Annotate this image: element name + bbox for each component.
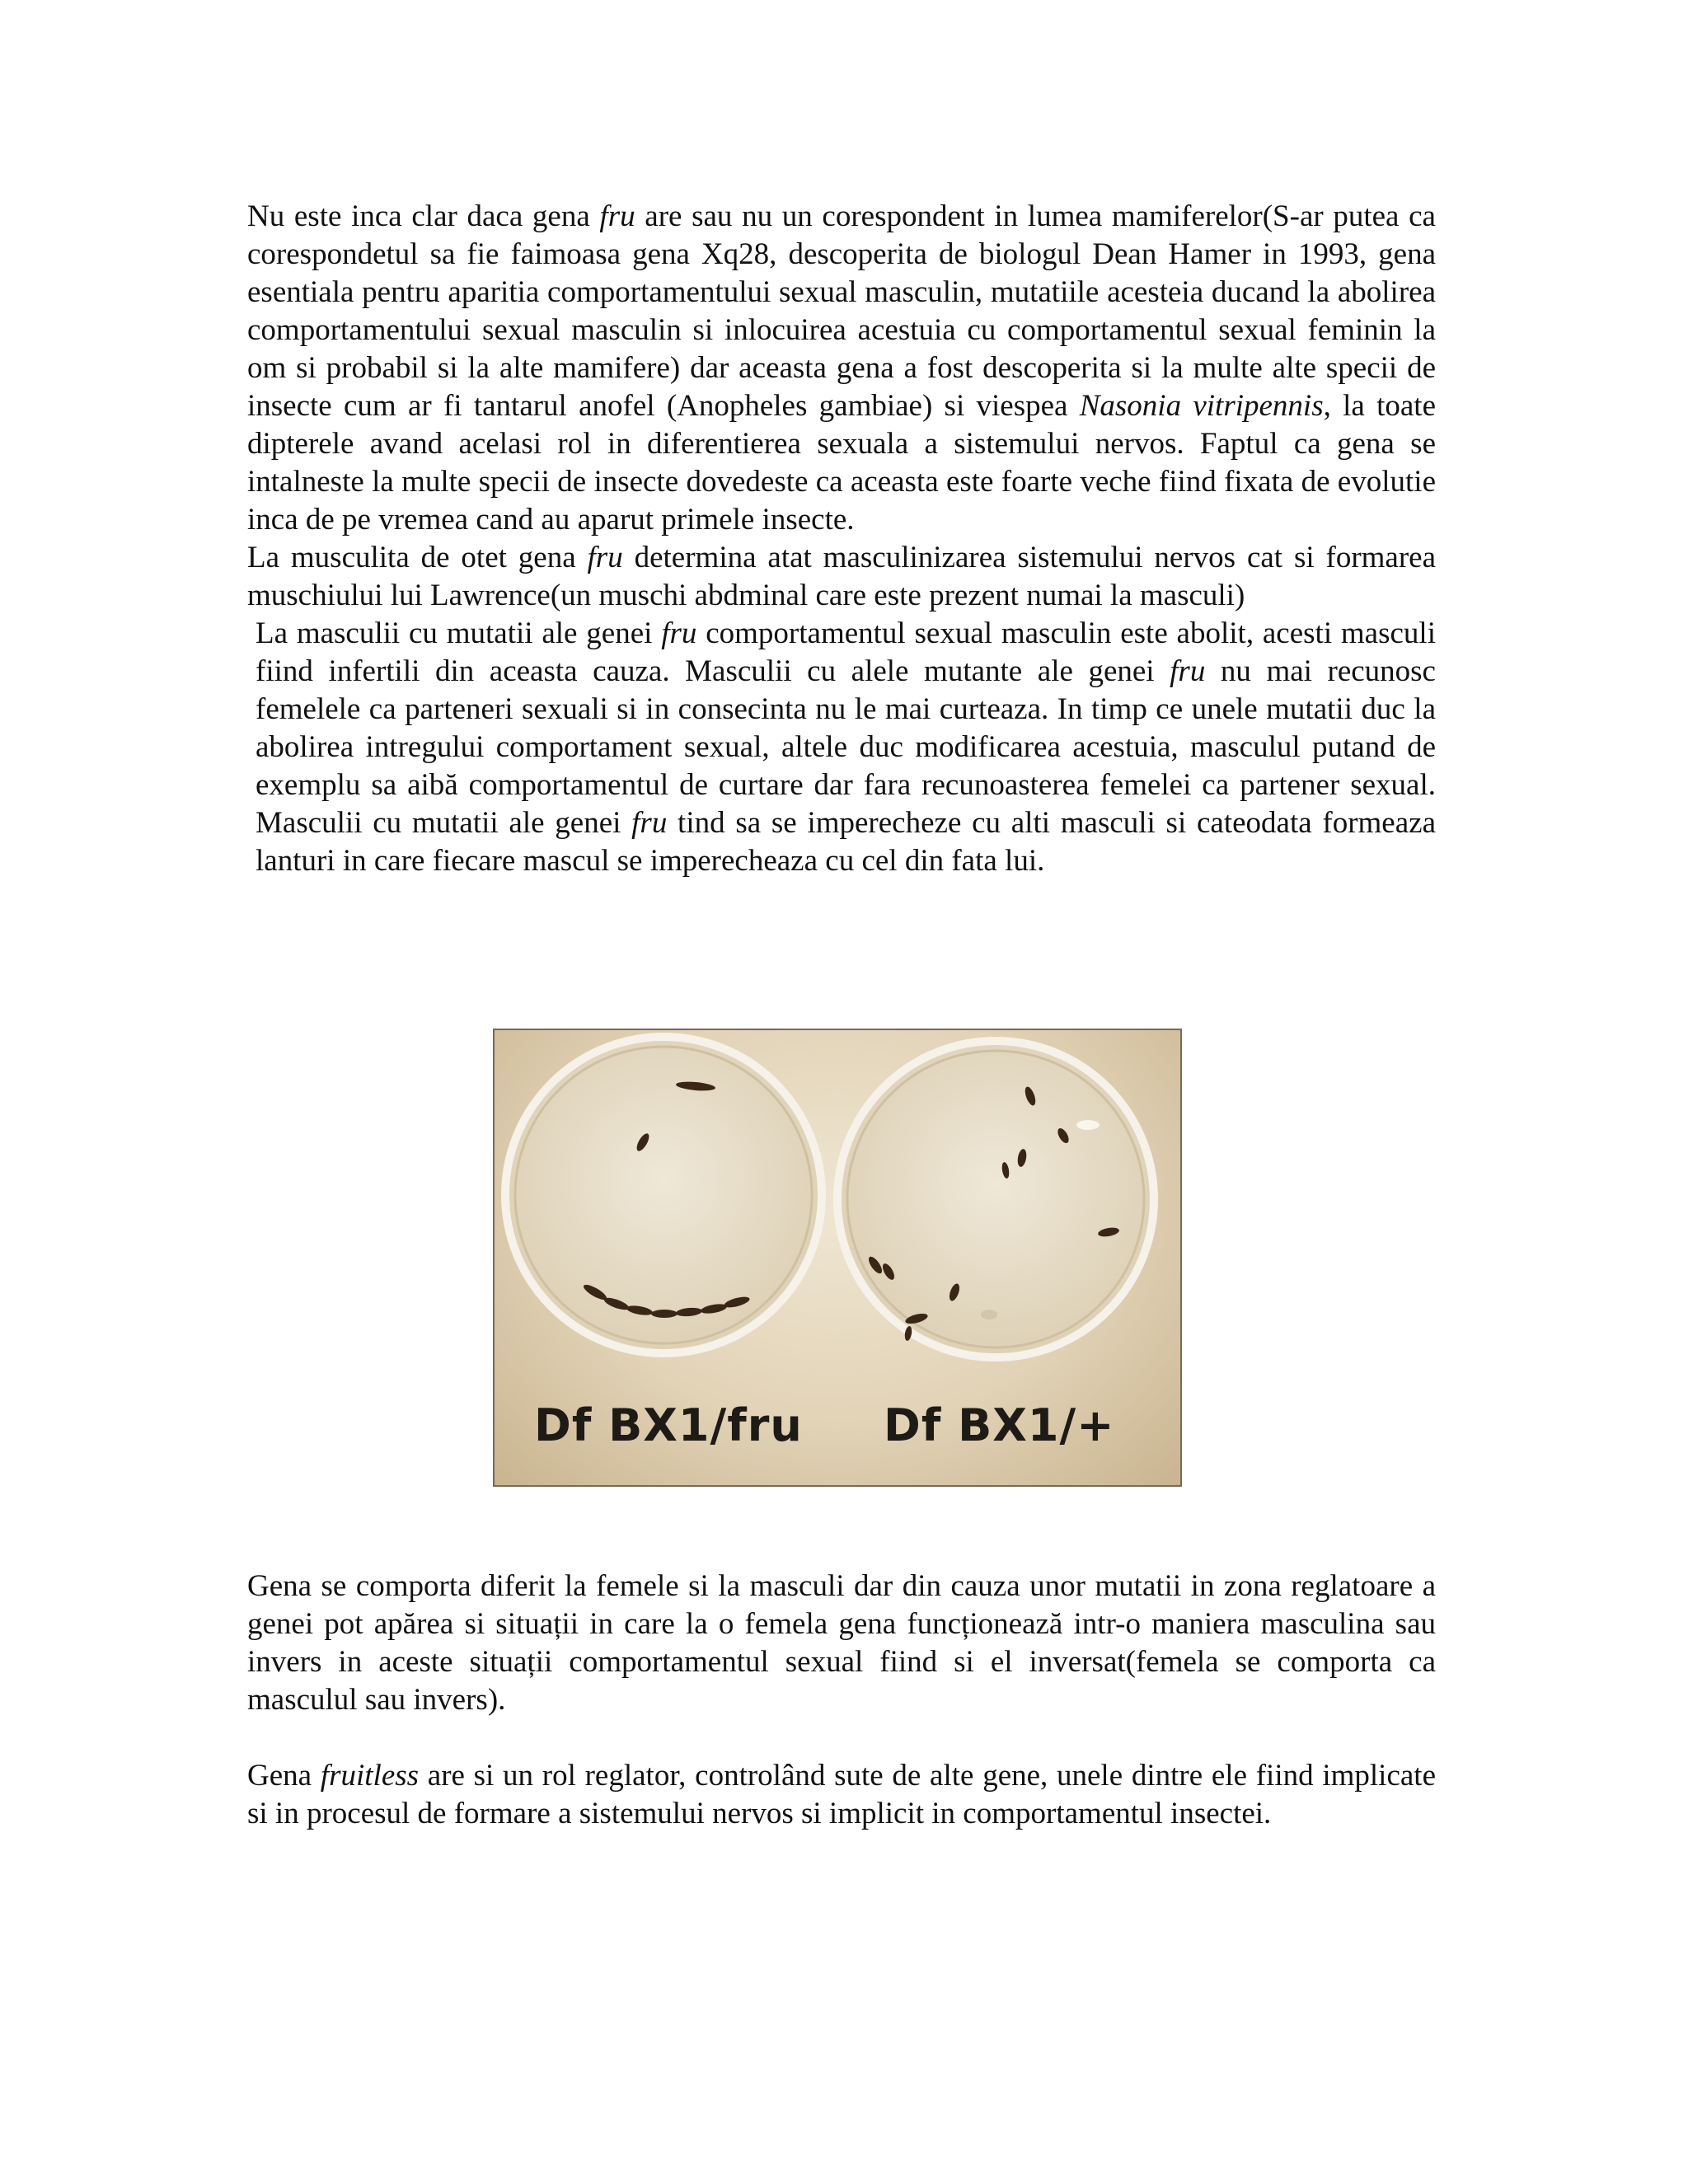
fly	[651, 1310, 678, 1318]
text-section-bottom-1	[247, 1568, 1436, 1719]
figure-petri-dishes	[493, 1029, 1182, 1487]
text-run: comportamentul sexual masculin este abolit, acesti masculi fiind infertili din aceasta cauza. Masculii cu alele mutante ale genei	[256, 616, 1436, 688]
text-run: determina atat masculinizarea sistemului nervos cat si formarea muschiului lui Lawrence(un muschi abdminal care este prezent numai la masculi)	[247, 541, 1437, 612]
text-run: Nu este inca clar daca gena	[247, 199, 600, 233]
paragraph	[247, 539, 1436, 615]
petri-dish-left	[505, 1037, 822, 1353]
paragraph	[247, 1568, 1436, 1719]
text-run: nu mai recunosc femelele ca parteneri sexuali si in consecinta nu le mai curteaza. In timp ce unele mutatii duc la abolirea intregului comportament sexual, altele duc modificarea acestuia, masculul putand de exemplu sa aibă comportamentul de curtare dar fara recunoasterea femelei ca partener sexual. Masculii cu mutatii ale genei	[256, 654, 1436, 840]
text-run: La masculii cu mutatii ale genei	[256, 616, 662, 650]
paragraph	[247, 615, 1436, 880]
figure-label-left: Df BX1/fru	[534, 1399, 803, 1451]
text-run: La musculita de otet gena	[247, 541, 588, 574]
italic-text: fru	[599, 199, 635, 233]
italic-text: fru	[1170, 654, 1206, 688]
paragraph	[247, 1757, 1436, 1833]
text-section-bottom-2	[247, 1757, 1436, 1833]
petri-dish-right	[837, 1041, 1154, 1357]
italic-text: fruitless	[320, 1759, 420, 1793]
italic-text: Nasonia vitripennis	[1079, 389, 1324, 423]
text-run: are si un rol reglator, controlând sute de alte gene, unele dintre ele fiind implicate si in procesul de formare a sistemului nervos si implicit in comportamentul insectei.	[247, 1759, 1436, 1830]
figure-label-right: Df BX1/+	[884, 1399, 1115, 1451]
paragraph	[247, 198, 1436, 539]
text-run: , la toate dipterele avand acelasi rol in diferentierea sexuala a sistemului nervos. Faptul ca gena se intalneste la multe specii de insecte dovedeste ca aceasta este foarte veche fiind fixata de evolutie inca de pe vremea cand au aparut primele insecte.	[247, 389, 1436, 537]
italic-text: fru	[587, 541, 623, 574]
text-run: Gena	[247, 1759, 321, 1793]
italic-text: fru	[661, 616, 697, 650]
text-section-top	[247, 198, 1436, 880]
italic-text: fru	[631, 806, 668, 840]
text-run: are sau nu un corespondent in lumea mamiferelor(S-ar putea ca corespondetul sa fie faimoasa gena Xq28, descoperita de biologul Dean Hamer in 1993, gena esentiala pentru aparitia comportamentului sexual masculin, mutatiile acesteia ducand la abolirea comportamentului sexual masculin si inlocuirea acestuia cu comportamentul sexual feminin la om si probabil si la alte mamifere) dar aceasta gena a fost descoperita si la multe alte specii de insecte cum ar fi tantarul anofel (Anopheles gambiae) si viespea	[247, 199, 1436, 423]
text-run: Gena se comporta diferit la femele si la masculi dar din cauza unor mutatii in zona reglatoare a genei pot apărea si situații in care la o femela gena funcționează intr-o maniera masculina sau invers in aceste situații comportamentul sexual fiind si el inversat(femela se comporta ca masculul sau invers).	[247, 1569, 1436, 1717]
text-run: tind sa se imperecheze cu alti masculi si cateodata formeaza lanturi in care fiecare mascul se imperecheaza cu cel din fata lui.	[256, 806, 1436, 878]
